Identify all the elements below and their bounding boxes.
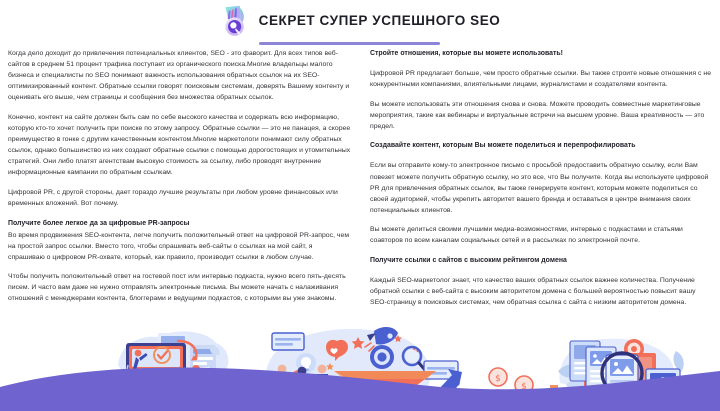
left-paragraph-2: Конечно, контент на сайте должен быть сам по себе высокого качества и содержать всю информацию, которую кто-то хочет получить при поиске по этому запросу. Обратные ссылки — это не панацея, а скорее преимущество в гонке с другим качественным контентом.Многие маркетологи понимают силу обратных ссылок, однако большинство из них создают обратные ссылки с помощью дорогостоящих и утомительных стратегий. Они либо платят агентствам высокую стоимость за ссылку, либо проводят внутренние информационные кампании по обратным ссылкам.: [8, 113, 351, 177]
spacer: [370, 267, 712, 275]
page-header: [0, 0, 720, 42]
footer-illustration-band: [0, 327, 720, 411]
right-paragraph-4: Вы можете делиться своими лучшими медиа-возможностями, интервью с подкастами и статьями соавторов по всем каналам социальных сетей и в рассылках по электронной почте.: [370, 226, 683, 245]
svg-text:$: $: [495, 374, 501, 384]
right-column: [360, 48, 720, 313]
right-paragraph-5: Каждый SEO-маркетолог знает, что качество ваших обратных ссылок важнее количества. Получение обратной ссылки с веб-сайта с высоким авторитетом домена с большей вероятностью повысит вашу SEO-страницу в поисковых системах, чем обратная ссылка с сайта с низким авторитетом домена.: [370, 277, 696, 307]
left-paragraph-5: Чтобы получить положительный ответ на гостевой пост или интервью подкаста, нужно всего пять-десять писем. И часто вам даже не нужно отправлять электронные письма. Вы можете начать с налаживания отношений с менеджерами контента, блоггерами и ведущими подкастов, с которыми вы уже знакомы.: [8, 273, 346, 303]
right-paragraph-1: Цифровой PR предлагает больше, чем просто обратные ссылки. Вы также строите новые отношения с не конкурентными компаниями, влиятельными лицами, журналистами и создателями контента.: [370, 70, 712, 89]
spacer: [370, 60, 712, 68]
left-paragraph-1: Когда дело доходит до привлечения потенциальных клиентов, SEO - это фаворит. Для всех типов веб-сайтов в среднем 51 процент трафика поступает из органического поиска.Многие владельцы малого бизнеса и специалисты по SEO понимают важность использования обратных ссылок на их SEO-оптимизированный контент. Обратные ссылки говорят поисковым системам, доверять Вашему контенту и оценивать его выше, чем страницы и сообщения без множества обратных ссылок.: [8, 50, 350, 102]
left-heading-pr-requests: Получите более легкое да за цифровые PR-запросы: [8, 219, 190, 227]
right-heading-high-dr-links: Получите ссылки с сайтов с высоким рейтингом домена: [370, 257, 567, 265]
header-inner: [220, 5, 501, 37]
left-paragraph-3: Цифровой PR, с другой стороны, дает гораздо лучшие результаты при любом уровне финансовых или временных вложений. Вот почему.: [8, 188, 338, 207]
right-heading-relationships: Стройте отношения, которые вы можете использовать!: [370, 50, 564, 57]
page-title: СЕКРЕТ СУПЕР УСПЕШНОГО SEO: [258, 13, 501, 29]
seo-chart-logo-icon: [220, 5, 250, 37]
left-column: [0, 48, 360, 313]
right-paragraph-2: Вы можете использовать эти отношения снова и снова. Можете проводить совместные маркетинговые мероприятия, такие как вебинары и виртуальные встречи на высшем уровне. Ваша креативность — это предел.: [370, 100, 705, 130]
svg-text:$: $: [521, 382, 527, 392]
left-paragraph-4: Во время продвижения SEO-контента, легче получить положительный ответ на цифровой PR-запрос, чем на простой запрос ссылки. Вместо того, чтобы спрашивать веб-сайты о ссылках на мой сайт, я спрашиваю о цифровом PR-охвате, который, как правило, производит ссылки в любом случае.: [8, 231, 350, 261]
title-underline-bar: [259, 42, 440, 45]
spacer: [370, 152, 712, 160]
right-heading-shareable-content: Создавайте контент, которым Вы можете поделиться и перепрофилировать: [370, 142, 636, 150]
right-paragraph-3: Если вы отправите кому-то электронное письмо с просьбой предоставить обратную ссылку, если Вам повезет можете получить обратную ссылку, но это все, что Вы получите. Когда вы используете цифровой PR для привлечения обратных ссылок, вы также генерируете контент, которым можете поделиться со своей аудиторией, чтобы укрепить авторитет вашего бренда и оставаться в центре внимания своих потенциальных клиентов.: [370, 162, 709, 214]
article-columns: [0, 42, 720, 313]
